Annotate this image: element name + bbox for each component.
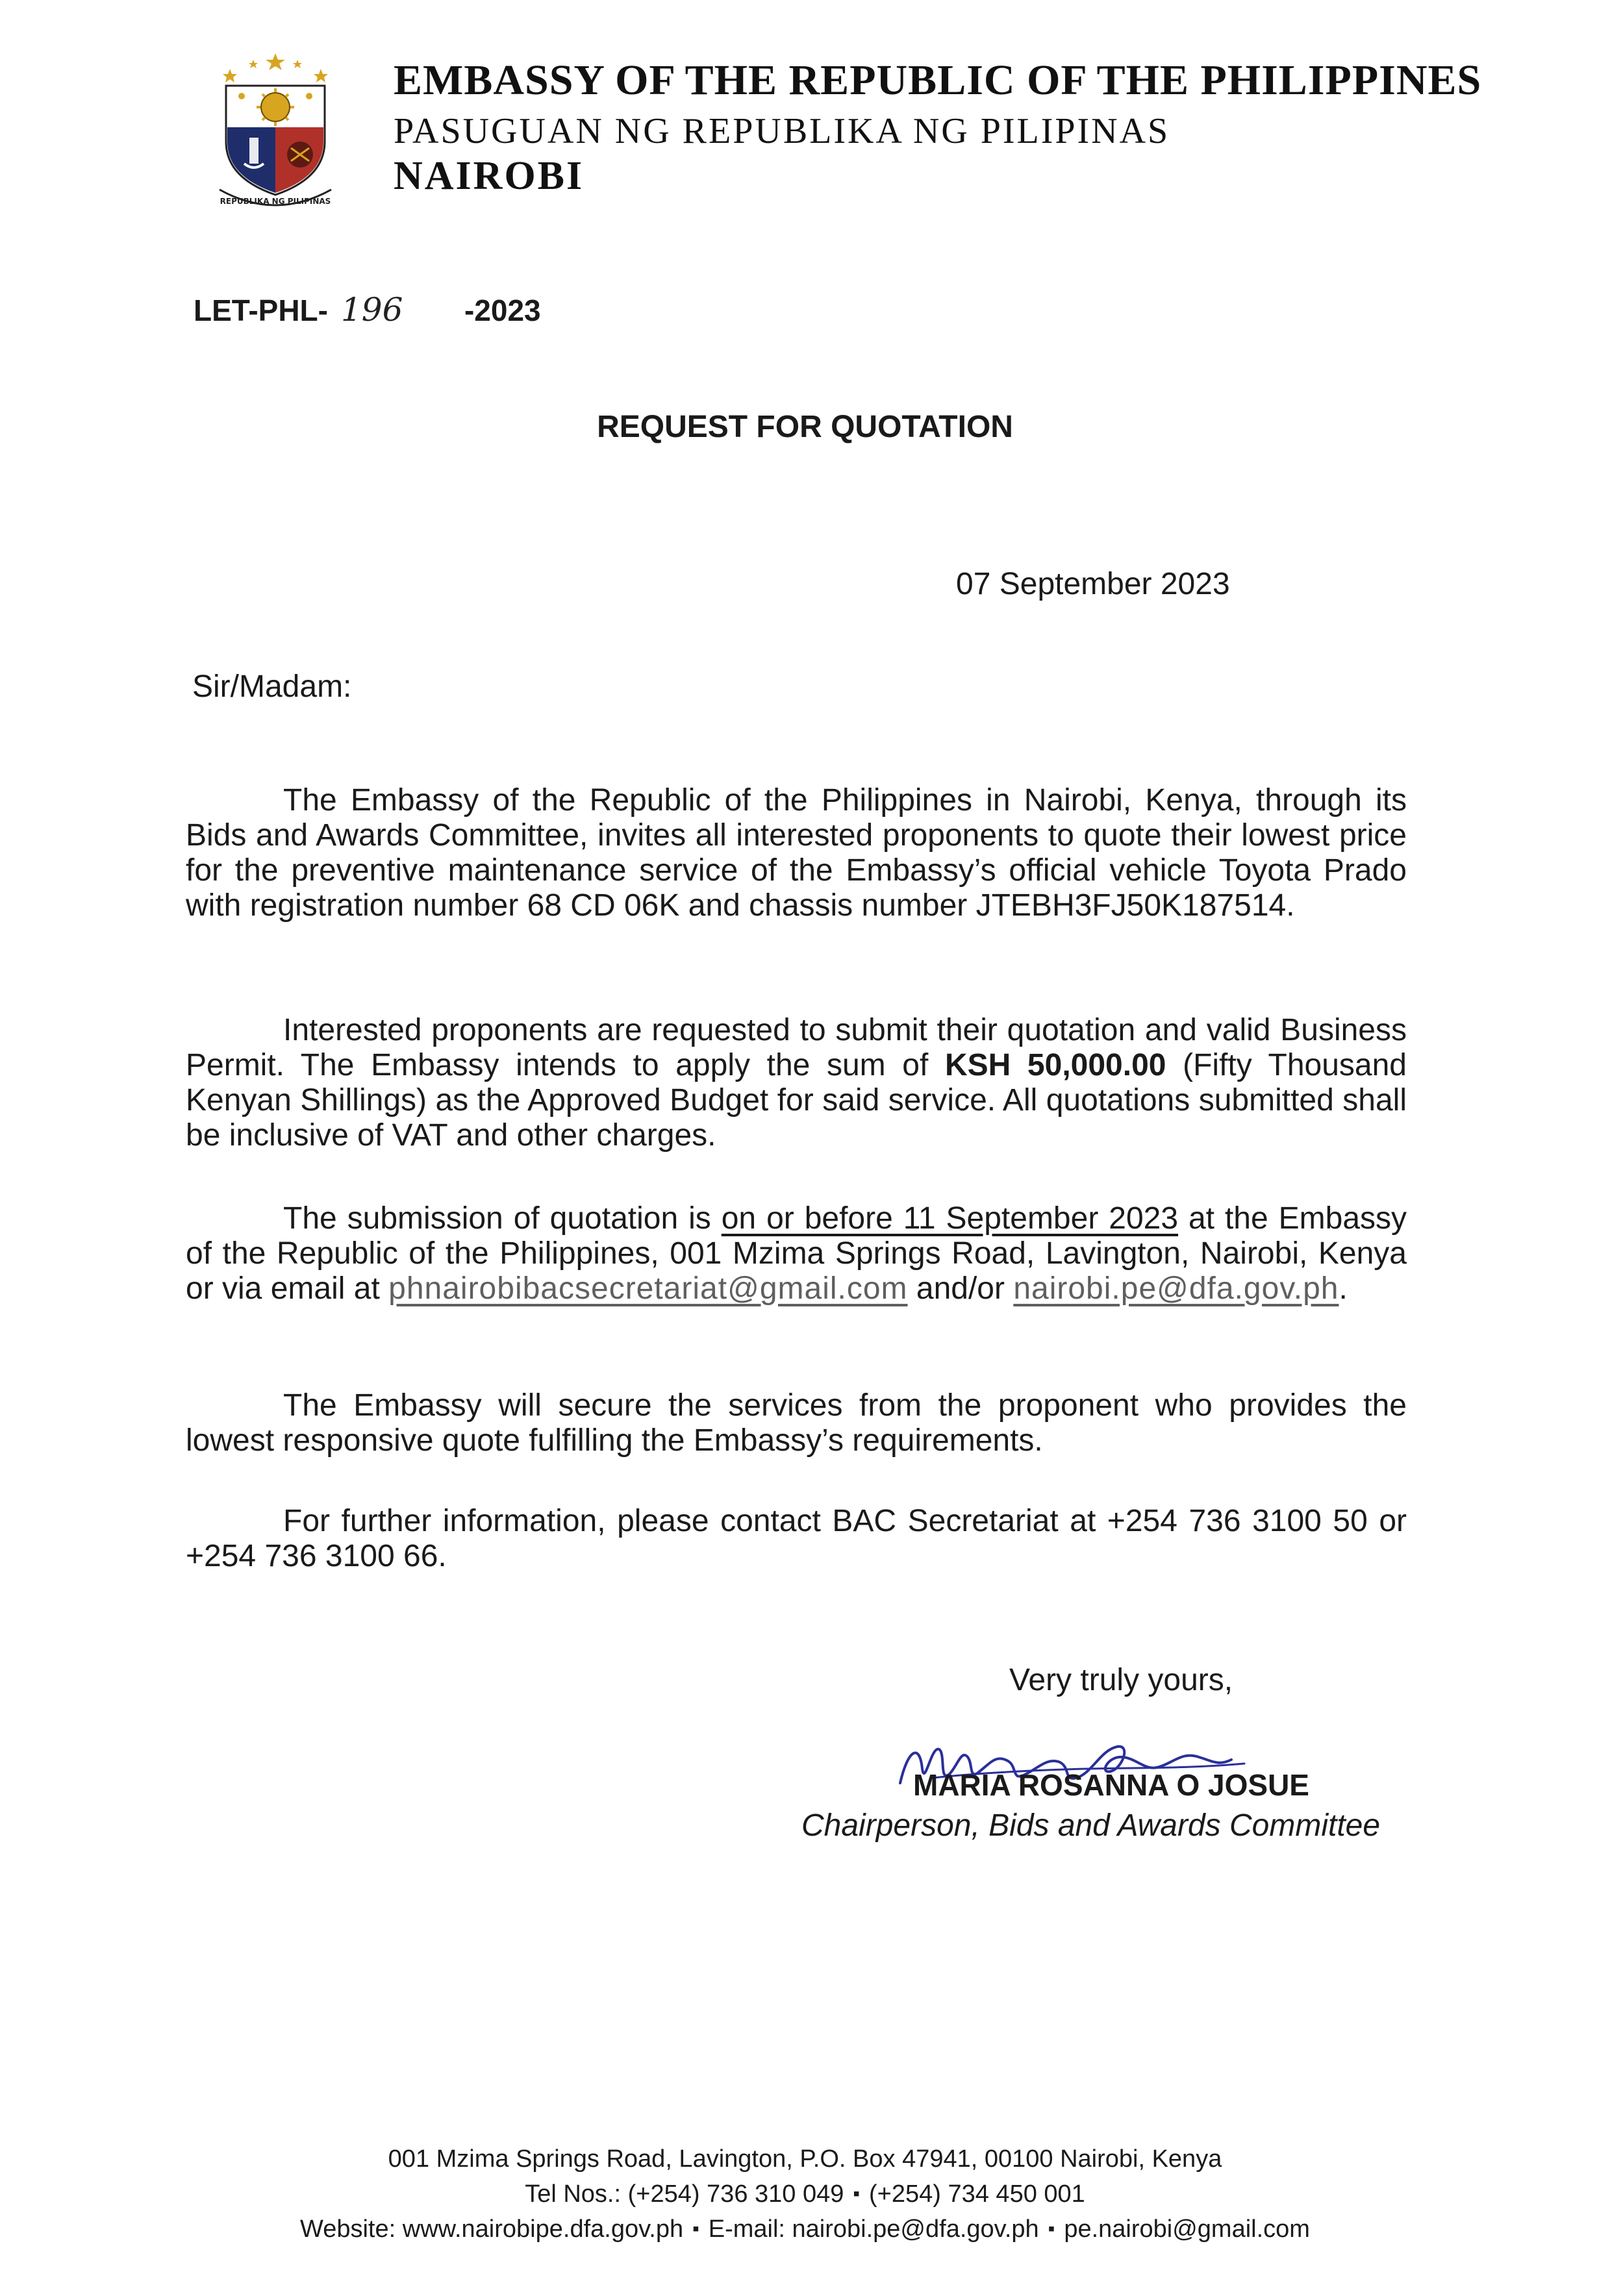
svg-text:REPUBLIKA NG PILIPINAS: REPUBLIKA NG PILIPINAS [220, 197, 331, 206]
footer-separator: ▪ [1048, 2218, 1055, 2240]
footer-web-email [0, 2215, 1610, 2243]
paragraph-contact [186, 1504, 1407, 1574]
submission-deadline: on or before 11 September 2023 [721, 1201, 1179, 1236]
salutation: Sir/Madam: [192, 669, 352, 704]
footer-tel-1: (+254) 736 310 049 [627, 2180, 844, 2208]
letterhead-city: NAIROBI [394, 154, 585, 198]
footer-phones [0, 2180, 1610, 2208]
footer-separator: ▪ [853, 2183, 861, 2204]
footer-separator: ▪ [692, 2218, 699, 2240]
letter-date: 07 September 2023 [956, 567, 1230, 601]
paragraph-budget-text-a: Interested proponents are requested to submit their quotation and valid Business Permit. The Embassy intends to apply the sum of [186, 1013, 1407, 1082]
reference-suffix: -2023 [464, 293, 541, 327]
paragraph-submission-and: and/or [907, 1271, 1014, 1306]
signer-title: Chairperson, Bids and Awards Committee [801, 1808, 1381, 1843]
paragraph-invitation-text: The Embassy of the Republic of the Philippines in Nairobi, Kenya, through its Bids and Awards Committee, invites all interested proponents to quote their lowest price for the preventive maintenance service of the Embassy’s official vehicle Toyota Prado with registration number 68 CD 06K and chassis number JTEBH3FJ50K187514. [186, 783, 1407, 923]
bac-email-link[interactable]: phnairobibacsecretariat@gmail.com [388, 1271, 908, 1306]
closing: Very truly yours, [1009, 1663, 1233, 1697]
footer-address: 001 Mzima Springs Road, Lavington, P.O. Box 47941, 00100 Nairobi, Kenya [388, 2145, 1222, 2173]
footer-tel-label: Tel Nos.: [525, 2180, 622, 2208]
paragraph-award-text: The Embassy will secure the services from the proponent who provides the lowest responsive quote fulfilling the Embassy’s requirements. [186, 1388, 1407, 1458]
letterhead-title: EMBASSY OF THE REPUBLIC OF THE PHILIPPINES [394, 56, 1482, 104]
letterhead-subtitle: PASUGUAN NG REPUBLIKA NG PILIPINAS [394, 111, 1170, 151]
reference-prefix: LET-PHL- [194, 293, 328, 327]
footer-website-link[interactable]: www.nairobipe.dfa.gov.ph [402, 2215, 684, 2243]
paragraph-budget [186, 1013, 1407, 1153]
embassy-email-link[interactable]: nairobi.pe@dfa.gov.ph [1013, 1271, 1339, 1306]
philippine-seal-icon [207, 51, 344, 214]
paragraph-submission-text-b: at the Embassy of the Republic of the Philippines, 001 Mzima Springs Road, Lavington, Nairobi, Kenya or via email at [186, 1201, 1407, 1306]
paragraph-contact-text: For further information, please contact BAC Secretariat at +254 736 3100 50 or +254 736 3100 66. [186, 1504, 1407, 1573]
paragraph-budget-text-b: (Fifty Thousand Kenyan Shillings) as the Approved Budget for said service. All quotations submitted shall be inclusive of VAT and other charges. [186, 1048, 1407, 1153]
paragraph-submission-end: . [1339, 1271, 1348, 1306]
reference-handwritten-number: 196 [340, 291, 403, 329]
paragraph-submission-text-a: The submission of quotation is [283, 1201, 722, 1236]
signer-name: MARIA ROSANNA O JOSUE [913, 1768, 1309, 1802]
footer-email-2[interactable]: pe.nairobi@gmail.com [1064, 2215, 1310, 2243]
footer-website-label: Website: [300, 2215, 396, 2243]
budget-amount: KSH 50,000.00 [944, 1048, 1166, 1082]
footer-email-1[interactable]: nairobi.pe@dfa.gov.ph [792, 2215, 1039, 2243]
footer-tel-2: (+254) 734 450 001 [869, 2180, 1085, 2208]
paragraph-submission [186, 1201, 1407, 1306]
footer-email-label: E-mail: [708, 2215, 785, 2243]
reference-number [194, 291, 541, 329]
document-subject: REQUEST FOR QUOTATION [597, 410, 1013, 444]
paragraph-invitation [186, 783, 1407, 923]
paragraph-award [186, 1388, 1407, 1458]
